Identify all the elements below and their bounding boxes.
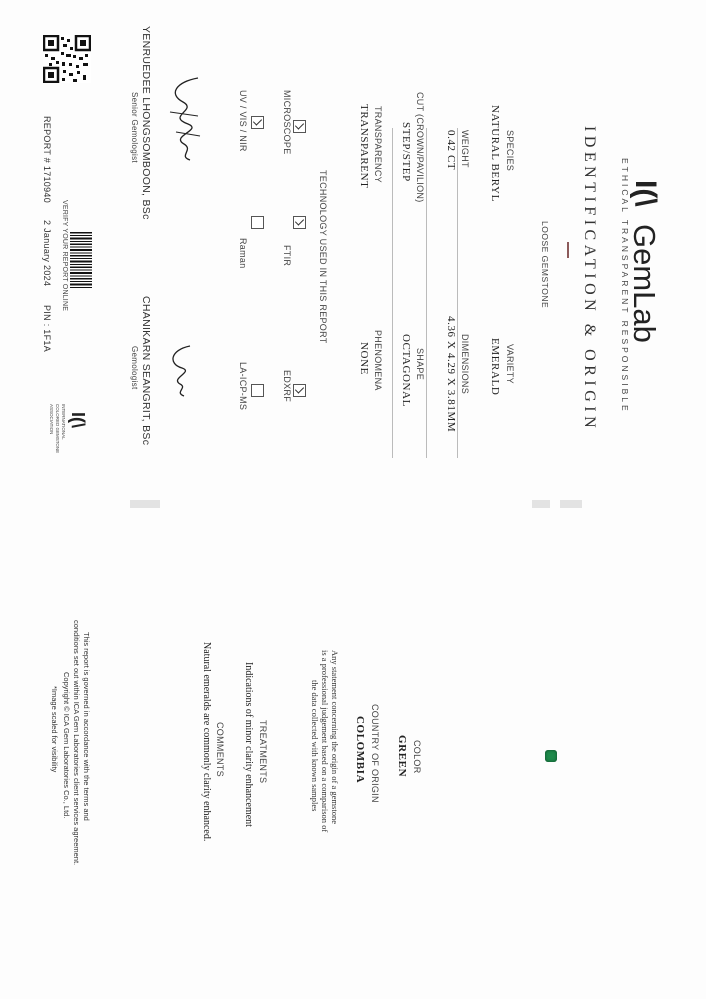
treatments-value: Indications of minor clarity enhancement: [243, 662, 254, 827]
phenomena-value: NONE: [358, 342, 370, 375]
field-separator: [457, 128, 458, 458]
tech-label-uv-vis-nir: UV / VIS / NIR: [238, 90, 248, 152]
variety-value: EMERALD: [489, 338, 501, 396]
origin-value: COLOMBIA: [354, 716, 366, 784]
brand-name: GemLab: [627, 224, 662, 343]
report-subtitle: LOOSE GEMSTONE: [540, 221, 550, 309]
fold-mark: [560, 500, 582, 508]
treatments-label: TREATMENTS: [258, 720, 268, 784]
origin-note-line-3: the data collected with known samples: [310, 680, 320, 812]
tech-checkbox-uv-vis-nir[interactable]: [251, 116, 264, 129]
title-divider-rule: [567, 242, 569, 258]
signatory-gemologist-name: CHANIKARN SEANGRIT, BSc: [140, 296, 152, 446]
comments-label: COMMENTS: [215, 722, 225, 777]
report-date: 2 January 2024: [42, 220, 52, 287]
field-separator: [426, 128, 427, 458]
comments-value: Natural emeralds are commonly clarity enhanced.: [201, 642, 212, 842]
image-scaled-note: *Image scaled for visibility: [50, 686, 59, 773]
origin-label: COUNTRY OF ORIGIN: [370, 704, 380, 803]
gemstone-facet: [545, 750, 557, 762]
tech-label-raman: Raman: [238, 238, 248, 269]
tech-checkbox-ftir[interactable]: [293, 216, 306, 229]
cut-label: CUT (CROWN/PAVILION): [415, 92, 425, 203]
legal-line-2: conditions set out within ICA Gem Laboratories client services agreement.: [72, 620, 81, 866]
tech-label-ftir: FTIR: [282, 245, 292, 267]
tech-label-edxrf: EDXRF: [282, 370, 292, 403]
field-separator: [392, 128, 393, 458]
verify-online-label[interactable]: VERIFY YOUR REPORT ONLINE: [61, 200, 68, 312]
qr-code: [43, 35, 91, 83]
signatory-gemologist-title: Gemologist: [130, 346, 139, 390]
barcode: [70, 232, 92, 288]
fold-mark: [130, 500, 160, 508]
association-text-2: COLORED GEMSTONE: [55, 404, 60, 454]
tech-checkbox-microscope[interactable]: [293, 120, 306, 133]
tech-checkbox-raman[interactable]: [251, 216, 264, 229]
gemstone-image: [542, 747, 560, 765]
shape-label: SHAPE: [415, 348, 425, 381]
shape-value: OCTAGONAL: [400, 334, 412, 407]
fold-mark: [532, 500, 550, 508]
technology-heading: TECHNOLOGY USED IN THIS REPORT: [318, 170, 328, 344]
signature-gemologist: [160, 340, 200, 400]
signature-senior-gemologist: [158, 72, 208, 162]
tech-label-microscope: MICROSCOPE: [282, 90, 292, 155]
report-title: IDENTIFICATION & ORIGIN: [581, 126, 598, 433]
origin-note-line-1: Any statement concerning the origin of a gemstone: [330, 650, 340, 824]
report-pin: PIN : 1F1A: [42, 305, 52, 353]
color-label: COLOR: [412, 740, 422, 774]
species-label: SPECIES: [505, 130, 515, 172]
transparency-value: TRANSPARENT: [358, 104, 370, 189]
variety-label: VARIETY: [505, 344, 515, 384]
tech-checkbox-la-icp-ms[interactable]: [251, 384, 264, 397]
brand-logo-mark: I(\: [629, 180, 662, 207]
report-number: REPORT # 1710940: [42, 116, 52, 204]
association-logo-mark: I(\: [68, 412, 88, 428]
transparency-label: TRANSPARENCY: [373, 106, 383, 183]
color-value: GREEN: [396, 735, 408, 778]
dimensions-value: 4.36 X 4.29 X 3.81MM: [445, 316, 457, 433]
weight-label: WEIGHT: [460, 130, 470, 168]
association-text-3: ASSOCIATION: [49, 404, 54, 435]
origin-note-line-2: is a professional judgement based on a comparison of: [320, 650, 330, 833]
signatory-senior-title: Senior Gemologist: [130, 92, 139, 163]
species-value: NATURAL BERYL: [489, 105, 501, 202]
weight-value: 0.42 CT: [445, 130, 457, 171]
tech-label-la-icp-ms: LA-ICP-MS: [238, 362, 248, 411]
tech-checkbox-edxrf[interactable]: [293, 384, 306, 397]
association-text-1: INTERNATIONAL: [61, 404, 66, 440]
cut-value: STEP/STEP: [400, 122, 412, 182]
dimensions-label: DIMENSIONS: [460, 334, 470, 395]
brand-tagline: ETHICAL TRANSPARENT RESPONSIBLE: [620, 158, 630, 414]
legal-line-3: Copyright © ICA Gem Laboratories Co., Ltd.: [62, 672, 71, 819]
phenomena-label: PHENOMENA: [373, 330, 383, 391]
signatory-senior-name: YENRUEDEE LHONGSOMBOON, BSc: [140, 26, 152, 220]
legal-line-1: This report is governed in accordance with the terms and: [82, 632, 91, 821]
